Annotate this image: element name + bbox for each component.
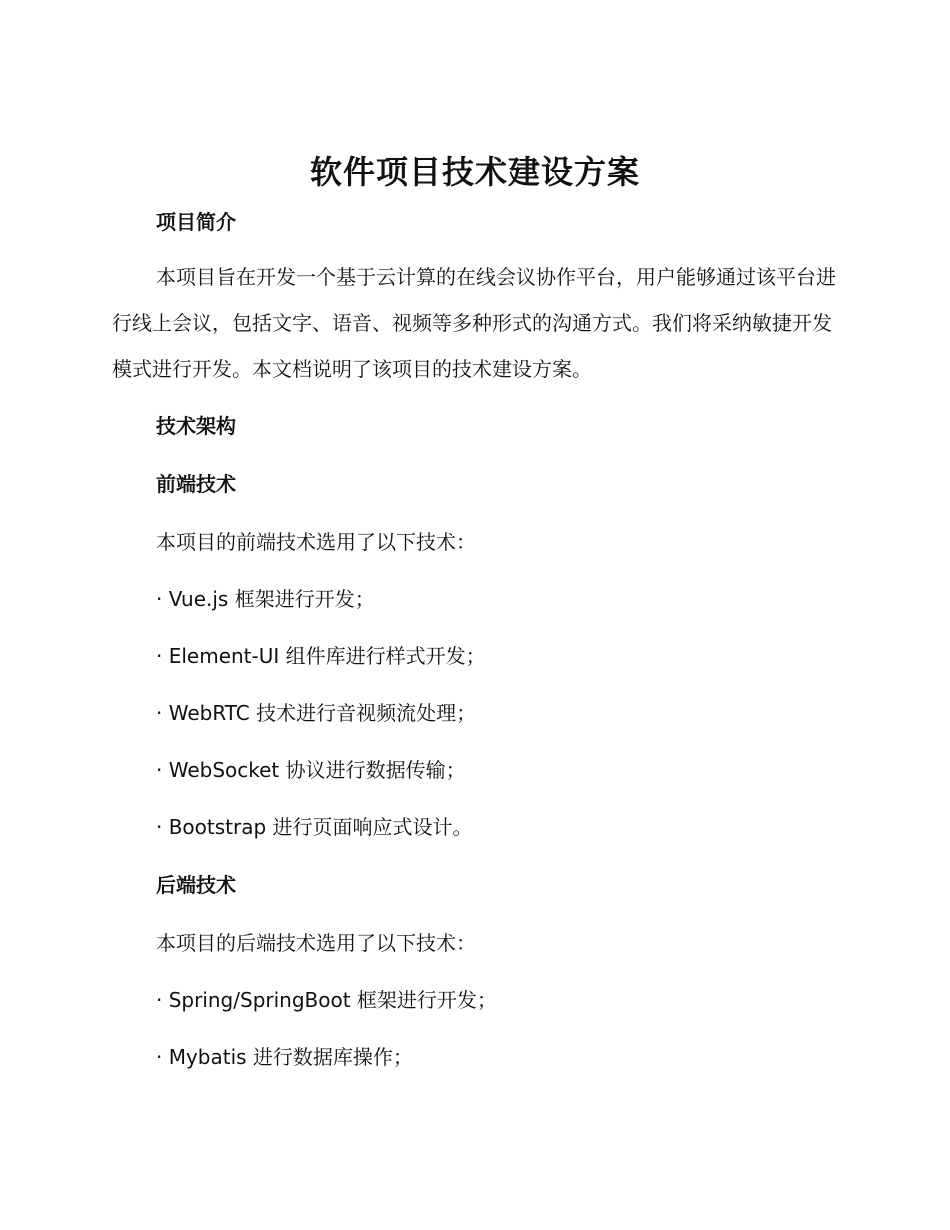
list-item: · Element-UI 组件库进行样式开发； [156,644,486,668]
backend-intro: 本项目的后端技术选用了以下技术： [156,931,476,955]
document-title: 软件项目技术建设方案 [309,153,640,191]
list-item: · Bootstrap 进行页面响应式设计。 [156,815,473,839]
frontend-intro: 本项目的前端技术选用了以下技术： [156,530,476,554]
section-heading-frontend: 前端技术 [156,472,236,496]
section-heading-intro: 项目简介 [156,210,236,234]
section-heading-backend: 后端技术 [156,873,236,897]
list-item: · Vue.js 框架进行开发； [156,587,375,611]
section-heading-architecture: 技术架构 [156,414,236,438]
list-item: · Mybatis 进行数据库操作； [156,1045,413,1069]
list-item: · WebRTC 技术进行音视频流处理； [156,701,477,725]
list-item: · Spring/SpringBoot 框架进行开发； [156,988,497,1012]
list-item: · WebSocket 协议进行数据传输； [156,758,466,782]
intro-paragraph: 本项目旨在开发一个基于云计算的在线会议协作平台，用户能够通过该平台进行线上会议，包括文字、语音、视频等多种形式的沟通方式。我们将采纳敏捷开发模式进行开发。本文档说明了该项目的技术建设方案。 [112,265,836,381]
